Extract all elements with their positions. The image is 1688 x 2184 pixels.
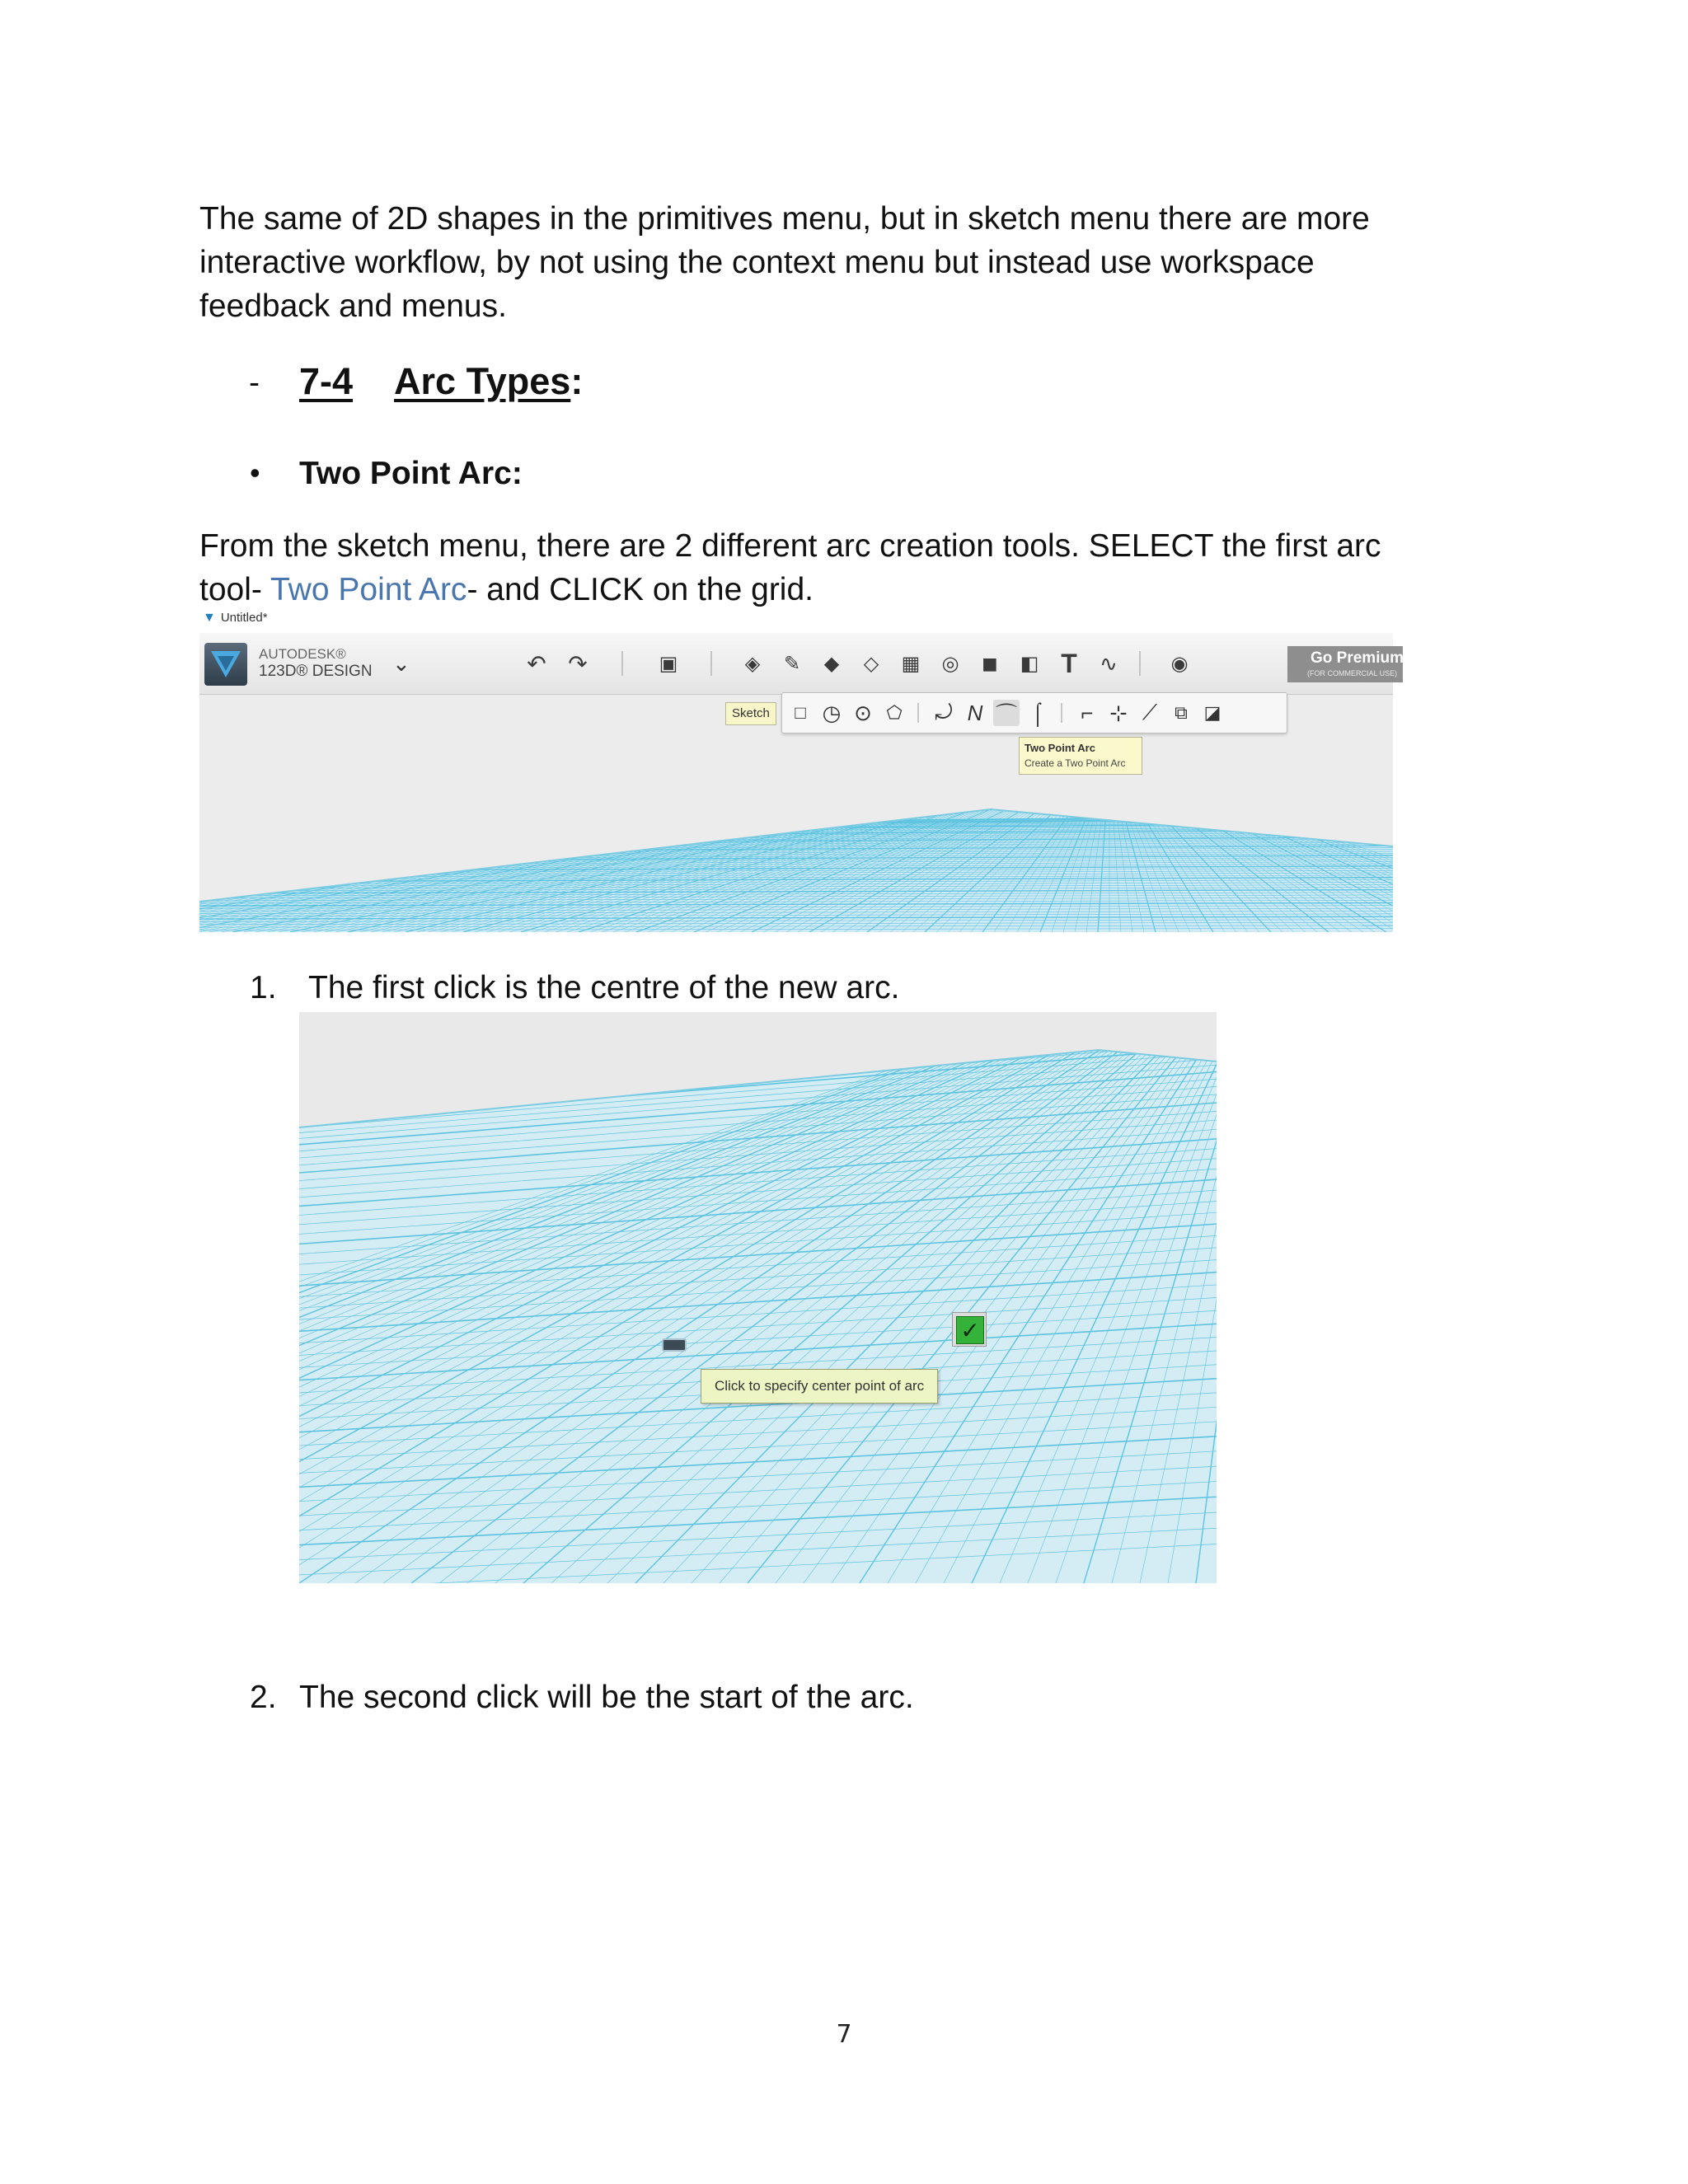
bullet-icon: • bbox=[250, 456, 260, 490]
cursor-point-icon bbox=[662, 1338, 687, 1352]
submenu-divider bbox=[917, 703, 919, 723]
brand-product: 123D® DESIGN bbox=[259, 663, 373, 680]
project-icon[interactable]: ◪ bbox=[1203, 702, 1221, 723]
sketch-polygon-icon[interactable]: ⬠ bbox=[886, 702, 903, 723]
confirm-checkbox[interactable] bbox=[952, 1312, 987, 1347]
instruction-line-1: From the sketch menu, there are 2 different arc creation tools. SELECT the first arc bbox=[199, 528, 1381, 564]
redo-icon[interactable]: ↷ bbox=[568, 650, 588, 677]
section-heading bbox=[299, 356, 583, 407]
undo-icon[interactable]: ↶ bbox=[527, 650, 546, 677]
app-logo-icon[interactable] bbox=[204, 643, 247, 686]
sketch-polyline-icon[interactable]: ⤾ bbox=[935, 700, 953, 724]
section-dash: - bbox=[249, 365, 260, 401]
instruction-line-2 bbox=[199, 568, 1452, 612]
checkmark-icon: ✓ bbox=[956, 1316, 984, 1344]
section-colon: : bbox=[570, 360, 584, 402]
toolbar-divider bbox=[1139, 651, 1141, 676]
toolbar-divider bbox=[621, 651, 623, 676]
step-2-number: 2. bbox=[250, 1680, 277, 1715]
main-toolbar bbox=[199, 633, 1404, 695]
instruction-prefix: tool- bbox=[199, 572, 270, 607]
trim-icon[interactable]: ⊹ bbox=[1109, 700, 1128, 725]
subheading-two-point-arc: Two Point Arc: bbox=[299, 456, 523, 491]
go-premium-sublabel: (FOR COMMERCIAL USE) bbox=[1307, 669, 1398, 677]
add-object-icon[interactable]: ▣ bbox=[659, 652, 678, 675]
step-1-text: The first click is the centre of the new arc. bbox=[308, 970, 900, 1005]
group-icon[interactable]: ◎ bbox=[941, 652, 959, 675]
section-title: Arc Types bbox=[394, 360, 571, 402]
brand-company: AUTODESK® bbox=[259, 646, 346, 662]
combine-icon[interactable]: ◼ bbox=[982, 652, 998, 675]
sketch-spline-icon[interactable]: Ν bbox=[967, 700, 983, 725]
pattern-icon[interactable]: ▦ bbox=[901, 652, 921, 675]
sketch-label: Sketch bbox=[725, 702, 776, 725]
grid-plane[interactable] bbox=[299, 1012, 1217, 1583]
sketch-submenu bbox=[781, 692, 1287, 733]
two-point-arc-link[interactable]: Two Point Arc bbox=[270, 572, 467, 607]
workspace-screenshot bbox=[299, 1012, 1217, 1583]
intro-line-2: interactive workflow, by not using the context menu but instead use workspace bbox=[199, 245, 1315, 280]
sketch-circle-icon[interactable]: ◷ bbox=[822, 700, 842, 725]
offset-icon[interactable]: ⧉ bbox=[1175, 702, 1188, 723]
center-point-tooltip: Click to specify center point of arc bbox=[701, 1369, 938, 1404]
two-point-arc-tooltip bbox=[1019, 737, 1142, 775]
snap-icon[interactable]: ∿ bbox=[1100, 650, 1118, 676]
three-point-arc-icon[interactable]: ⌠ bbox=[1031, 700, 1044, 725]
modify-icon[interactable]: ◇ bbox=[863, 652, 879, 675]
app-screenshot bbox=[199, 633, 1404, 932]
file-name: Untitled* bbox=[220, 611, 268, 625]
two-point-arc-icon[interactable]: ⌒ bbox=[993, 700, 1020, 726]
submenu-divider bbox=[1061, 703, 1062, 723]
fillet-icon[interactable]: ⌐ bbox=[1081, 700, 1094, 725]
section-number: 7-4 bbox=[299, 360, 354, 402]
sketch-icon[interactable]: ✎ bbox=[783, 652, 801, 675]
intro-line-1: The same of 2D shapes in the primitives menu, but in sketch menu there are more bbox=[199, 201, 1370, 237]
page-number: 7 bbox=[836, 2020, 852, 2049]
tooltip-title: Two Point Arc bbox=[1025, 742, 1095, 754]
step-1-number: 1. bbox=[250, 970, 277, 1005]
instruction-suffix: - and CLICK on the grid. bbox=[467, 572, 814, 607]
go-premium-button[interactable] bbox=[1287, 646, 1403, 682]
go-premium-label: Go Premium bbox=[1311, 649, 1404, 667]
toolbar-divider bbox=[710, 651, 712, 676]
extend-icon[interactable]: ⟋ bbox=[1142, 700, 1158, 724]
sketch-ellipse-icon[interactable]: ⊙ bbox=[854, 700, 872, 725]
chevron-down-icon[interactable]: ⌄ bbox=[392, 651, 410, 676]
material-icon[interactable]: ◉ bbox=[1170, 652, 1189, 675]
text-tool-icon[interactable]: T bbox=[1061, 648, 1077, 678]
tooltip-description: Create a Two Point Arc bbox=[1025, 757, 1126, 769]
measure-icon[interactable]: ◧ bbox=[1020, 652, 1039, 675]
sketch-rectangle-icon[interactable]: □ bbox=[795, 702, 806, 723]
primitives-icon[interactable]: ◈ bbox=[744, 652, 761, 675]
step-2-text: The second click will be the start of the arc. bbox=[299, 1680, 914, 1715]
intro-line-3: feedback and menus. bbox=[199, 288, 507, 324]
dropdown-triangle-icon: ▼ bbox=[203, 611, 216, 625]
file-tab[interactable] bbox=[203, 609, 268, 627]
construct-icon[interactable]: ◆ bbox=[823, 652, 840, 675]
